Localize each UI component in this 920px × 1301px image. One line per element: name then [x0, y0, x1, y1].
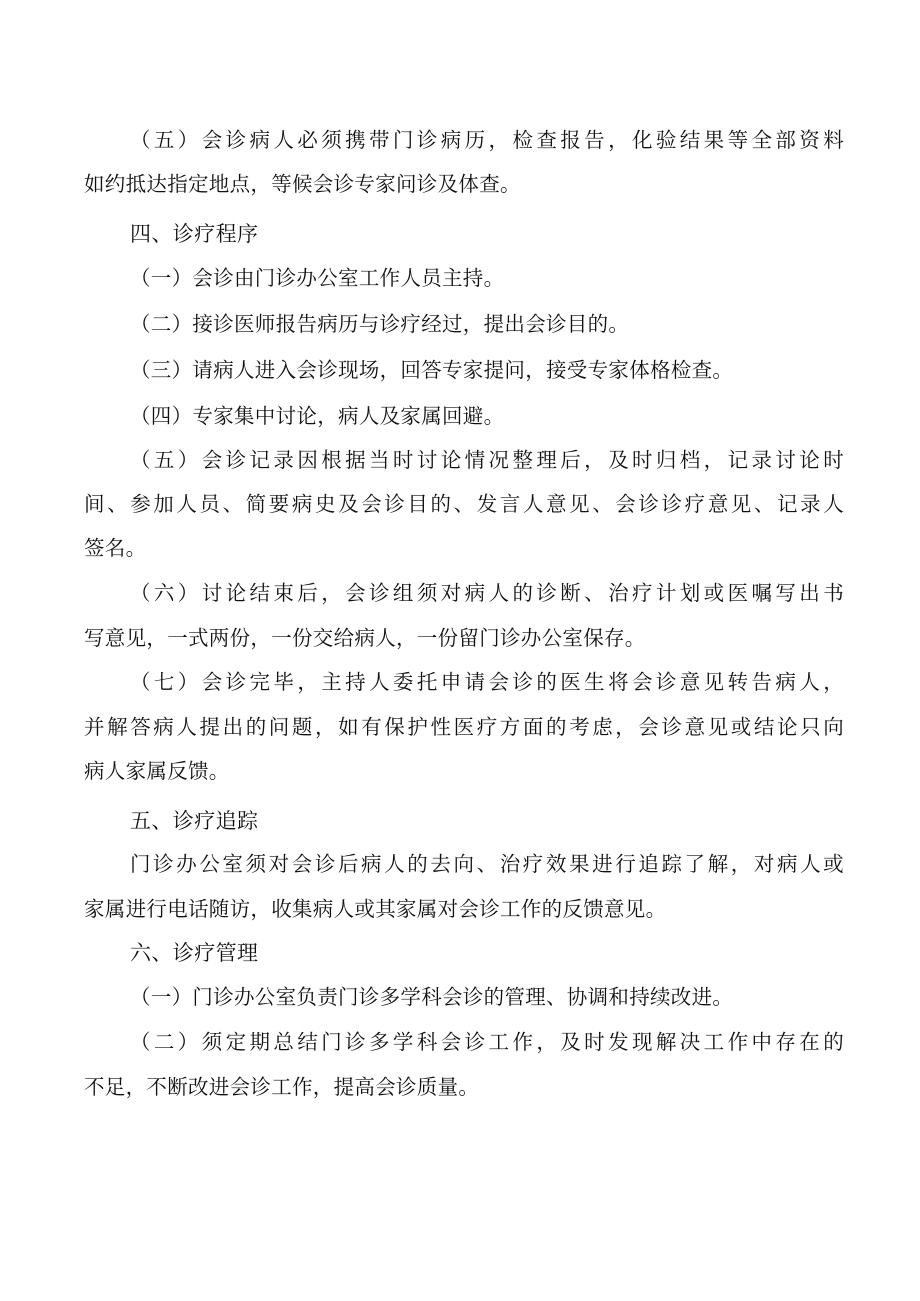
paragraph-line: 间、参加人员、简要病史及会诊目的、发言人意见、会诊诊疗意见、记录人: [84, 492, 844, 516]
paragraph-line: 不足，不断改进会诊工作，提高会诊质量。: [84, 1075, 480, 1099]
paragraph-line: （七）会诊完毕，主持人委托申请会诊的医生将会诊意见转告病人，: [130, 670, 844, 694]
paragraph-line: 门诊办公室须对会诊后病人的去向、治疗效果进行追踪了解，对病人或: [130, 852, 844, 876]
paragraph-line: 病人家属反馈。: [84, 759, 230, 783]
paragraph-line: 签名。: [84, 536, 147, 560]
section-heading: 五、诊疗追踪: [130, 809, 259, 833]
paragraph-line: （五）会诊记录因根据当时讨论情况整理后，及时归档，记录讨论时: [130, 448, 844, 472]
paragraph-line: 写意见，一式两份，一份交给病人，一份留门诊办公室保存。: [84, 626, 646, 650]
paragraph-line: （一）门诊办公室负责门诊多学科会诊的管理、协调和持续改进。: [130, 985, 734, 1009]
paragraph-line: （六）讨论结束后，会诊组须对病人的诊断、治疗计划或医嘱写出书: [130, 581, 844, 605]
paragraph-line: （五）会诊病人必须携带门诊病历，检查报告，化验结果等全部资料: [130, 128, 844, 152]
paragraph-line: （三）请病人进入会诊现场，回答专家提问，接受专家体格检查。: [130, 358, 734, 382]
paragraph-line: 家属进行电话随访，收集病人或其家属对会诊工作的反馈意见。: [84, 897, 667, 921]
paragraph-line: （二）接诊医师报告病历与诊疗经过，提出会诊目的。: [130, 312, 630, 336]
paragraph-line: （四）专家集中讨论，病人及家属回避。: [130, 404, 505, 428]
section-heading: 六、诊疗管理: [130, 941, 259, 965]
section-heading: 四、诊疗程序: [130, 222, 259, 246]
paragraph-line: 并解答病人提出的问题，如有保护性医疗方面的考虑，会诊意见或结论只向: [84, 715, 844, 739]
paragraph-line: 如约抵达指定地点，等候会诊专家问诊及体查。: [84, 172, 521, 196]
paragraph-line: （一）会诊由门诊办公室工作人员主持。: [130, 266, 505, 290]
paragraph-line: （二）须定期总结门诊多学科会诊工作，及时发现解决工作中存在的: [130, 1030, 844, 1054]
